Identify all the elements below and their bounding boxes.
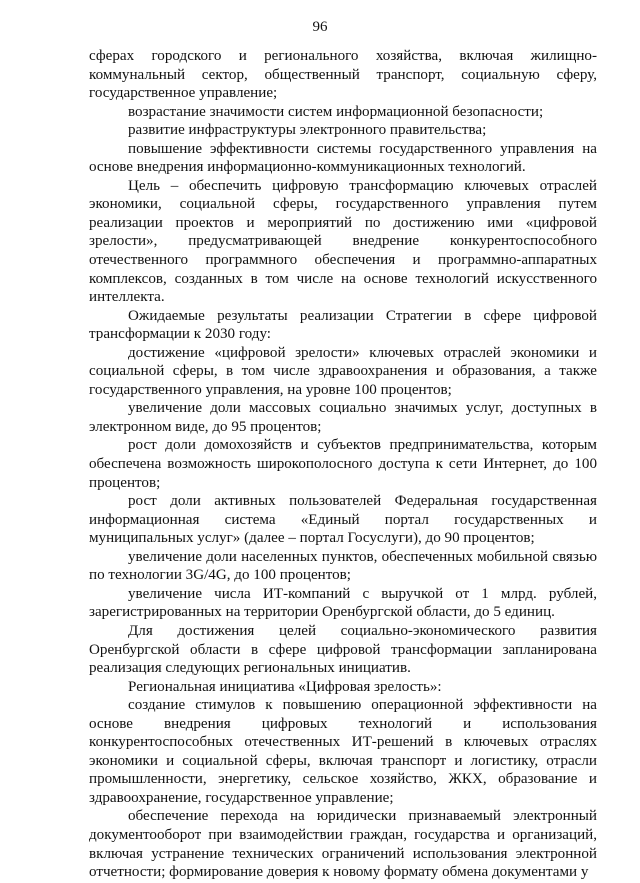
paragraph: увеличение доли населенных пунктов, обеспеченных мобильной связью по технологии 3G/4G, до 100 процентов;	[89, 548, 597, 584]
paragraph: Цель – обеспечить цифровую трансформацию ключевых отраслей экономики, социальной сферы, государственного управления путем реализации проектов и мероприятий по достижению ими «цифровой зрелости», предусматривающей внедрение конкурентоспособного отечественного программного обеспечения и программно-аппаратных комплексов, созданных в том числе на основе технологий искусственного интеллекта.	[89, 177, 597, 306]
paragraph: достижение «цифровой зрелости» ключевых отраслей экономики и социальной сферы, в том числе здравоохранения и образования, а также государственного управления, на уровне 100 процентов;	[89, 344, 597, 398]
paragraph: рост доли домохозяйств и субъектов предпринимательства, которым обеспечена возможность широкополосного доступа к сети Интернет, до 100 процентов;	[89, 437, 597, 491]
paragraph: Ожидаемые результаты реализации Стратегии в сфере цифровой трансформации к 2030 году:	[89, 307, 597, 343]
paragraph: увеличение числа ИТ-компаний с выручкой от 1 млрд. рублей, зарегистрированных на территории Оренбургской области, до 5 единиц.	[89, 585, 597, 621]
paragraph: создание стимулов к повышению операционной эффективности на основе внедрения цифровых технологий и использования конкурентоспособных отечественных ИТ-решений в ключевых отраслях экономики и социальной сферы, включая транспорт и логистику, отрасли промышленности, энергетику, сельское хозяйство, ЖКХ, образование и здравоохранение, государственное управление;	[89, 697, 597, 806]
paragraph: возрастание значимости систем информационной безопасности;	[128, 103, 544, 120]
paragraph: развитие инфраструктуры электронного правительства;	[128, 122, 487, 139]
paragraph: увеличение доли массовых социально значимых услуг, доступных в электронном виде, до 95 процентов;	[89, 400, 597, 435]
document-body	[89, 47, 597, 882]
paragraph: Для достижения целей социально-экономического развития Оренбургской области в сфере цифровой трансформации запланирована реализация следующих региональных инициатив.	[89, 622, 597, 677]
paragraph: Региональная инициатива «Цифровая зрелость»:	[128, 678, 442, 695]
paragraph: рост доли активных пользователей Федеральная государственная информационная система «Единый портал государственных и муниципальных услуг» (далее – портал Госуслуги), до 90 процентов;	[89, 493, 597, 547]
paragraph: сферах городского и регионального хозяйства, включая жилищно-коммунальный сектор, общественный транспорт, социальную сферу, государственное управление;	[89, 48, 597, 102]
paragraph: обеспечение перехода на юридически признаваемый электронный документооборот при взаимодействии граждан, государства и организаций, включая устранение технических ограничений использования электронной отчетности; формирование доверия к новому формату обмена документами у	[89, 808, 597, 881]
paragraph: повышение эффективности системы государственного управления на основе внедрения информационно-коммуникационных технологий.	[89, 140, 597, 176]
page-number: 96	[312, 19, 328, 35]
